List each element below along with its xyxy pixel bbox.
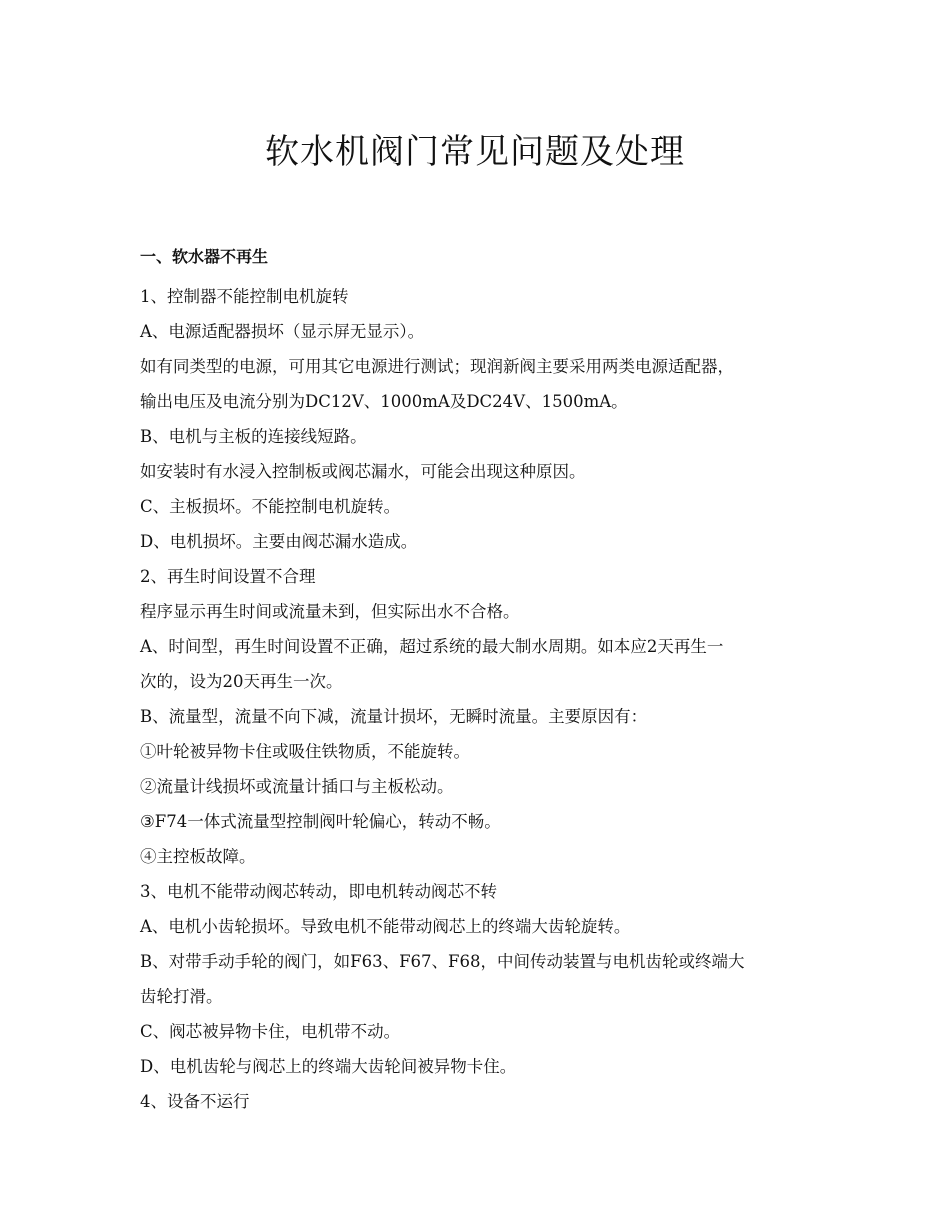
section-heading: 一、软水器不再生 (140, 247, 269, 266)
text-line: B、流量型，流量不向下减，流量计损坏，无瞬时流量。主要原因有： (140, 707, 648, 726)
text-line: ②流量计线损坏或流量计插口与主板松动。 (140, 777, 454, 796)
text-line: B、电机与主板的连接线短路。 (140, 427, 367, 446)
text-line: 程序显示再生时间或流量未到，但实际出水不合格。 (140, 602, 520, 621)
text-line: B、对带手动手轮的阀门，如F63、F67、F68，中间传动装置与电机齿轮或终端大 (140, 952, 745, 971)
text-line: 4、设备不运行 (140, 1092, 250, 1111)
text-line: A、时间型，再生时间设置不正确，超过系统的最大制水周期。如本应2天再生一 (140, 637, 724, 656)
text-line: ④主控板故障。 (140, 847, 256, 866)
text-line: ③F74一体式流量型控制阀叶轮偏心，转动不畅。 (140, 812, 501, 831)
text-line: D、电机齿轮与阀芯上的终端大齿轮间被异物卡住。 (140, 1057, 517, 1076)
text-line: 次的，设为20天再生一次。 (140, 672, 343, 691)
text-line: D、电机损坏。主要由阀芯漏水造成。 (140, 532, 418, 551)
text-line: C、主板损坏。不能控制电机旋转。 (140, 497, 401, 516)
document-title: 软水机阀门常见问题及处理 (265, 132, 685, 172)
text-line: 2、再生时间设置不合理 (140, 567, 316, 586)
document-body (140, 279, 812, 1119)
text-line: A、电机小齿轮损坏。导致电机不能带动阀芯上的终端大齿轮旋转。 (140, 917, 631, 936)
text-line: 如有同类型的电源，可用其它电源进行测试；现润新阀主要采用两类电源适配器， (140, 357, 734, 376)
text-line: C、阀芯被异物卡住，电机带不动。 (140, 1022, 401, 1041)
text-line: 齿轮打滑。 (140, 987, 223, 1006)
text-line: 输出电压及电流分别为DC12V、1000mA及DC24V、1500mA。 (140, 392, 628, 411)
text-line: ①叶轮被异物卡住或吸住铁物质，不能旋转。 (140, 742, 470, 761)
text-line: 如安装时有水浸入控制板或阀芯漏水，可能会出现这种原因。 (140, 462, 586, 481)
text-line: A、电源适配器损坏（显示屏无显示）。 (140, 322, 425, 341)
text-line: 3、电机不能带动阀芯转动，即电机转动阀芯不转 (140, 882, 497, 901)
text-line: 1、控制器不能控制电机旋转 (140, 287, 349, 306)
